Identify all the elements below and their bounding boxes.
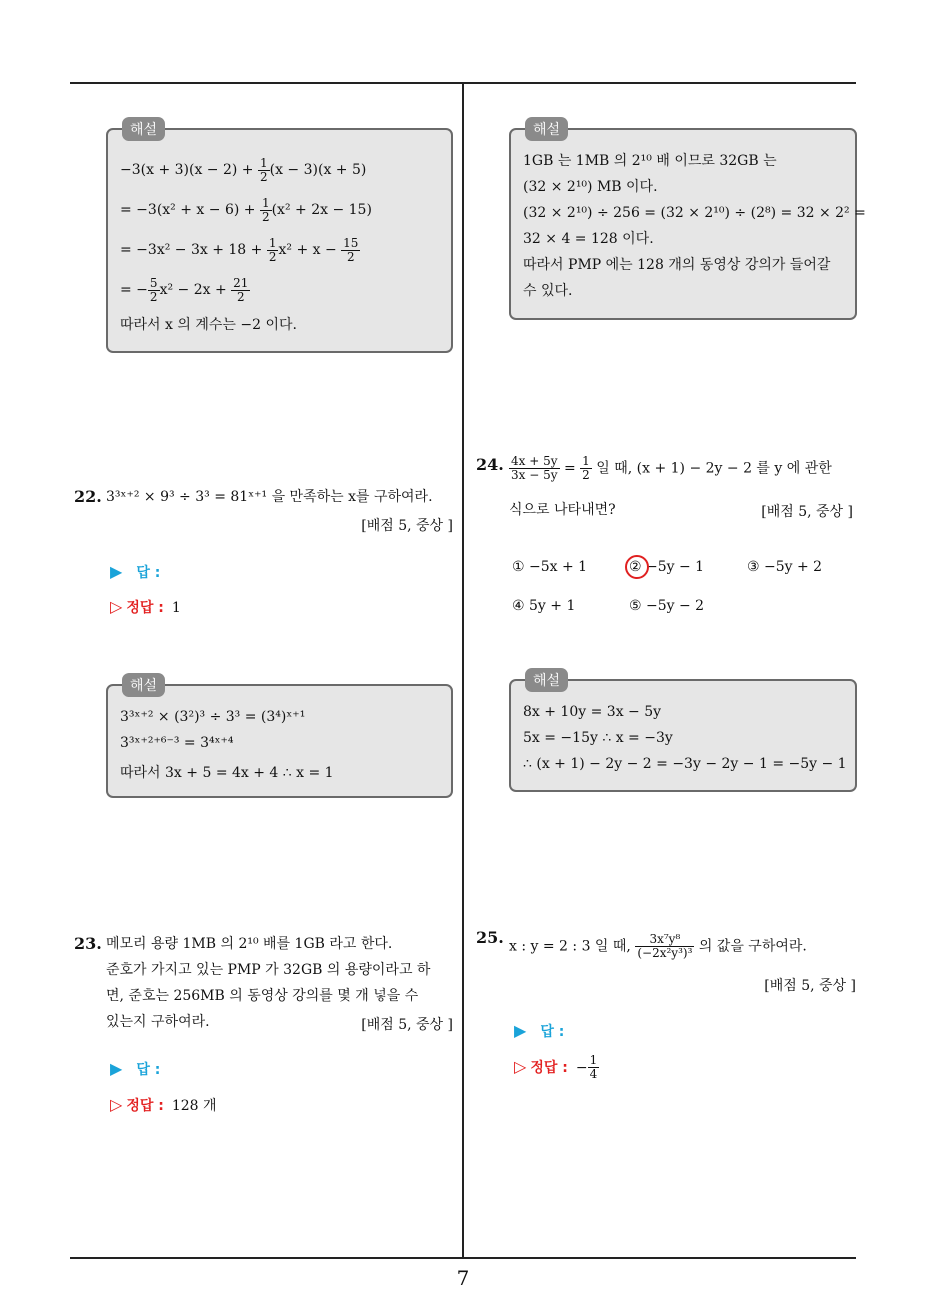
correct-arrow-icon: ▷ <box>110 1095 123 1114</box>
choice-2[interactable]: ② −5y − 1 <box>629 559 705 575</box>
solution-box-22 <box>106 678 453 798</box>
numerator: 5 <box>149 275 158 290</box>
bottom-rule <box>70 1257 856 1259</box>
correct-value <box>575 1053 599 1081</box>
fraction <box>267 237 279 264</box>
solution-box-24 <box>509 673 857 792</box>
choice-5[interactable]: ⑤ −5y − 2 <box>629 598 705 614</box>
solution-line: 따라서 x 의 계수는 −2 이다. <box>120 317 297 333</box>
question-text-23-line1: 메모리 용량 1MB 의 2¹⁰ 배를 1GB 라고 한다. <box>106 936 393 952</box>
solution-line: (32 × 2¹⁰) MB 이다. <box>523 179 658 195</box>
correct-arrow-icon: ▷ <box>514 1056 527 1076</box>
correct-answer-25 <box>514 1054 599 1081</box>
choice-1[interactable]: ① −5x + 1 <box>512 559 588 575</box>
answer-label-text: 답 : <box>136 565 161 581</box>
fraction <box>580 455 592 482</box>
math-text: x² − 2x + <box>159 282 232 298</box>
correct-arrow-icon: ▷ <box>110 597 123 616</box>
question-number-24: 24. <box>476 455 504 474</box>
question-number-25: 25. <box>476 928 504 947</box>
choice-4[interactable]: ④ 5y + 1 <box>512 598 576 614</box>
question-text-line: 의 값을 구하여라. <box>694 938 807 955</box>
question-text-25 <box>509 933 807 960</box>
answer-label-text: 답 : <box>540 1024 565 1040</box>
answer-label-text: 답 : <box>136 1062 161 1078</box>
solution-line: 32 × 4 = 128 이다. <box>523 231 654 247</box>
math-text: = −3x² − 3x + 18 + <box>120 242 267 258</box>
math-text: −3(x + 3)(x − 2) + <box>120 162 258 178</box>
correct-answer-22 <box>110 597 181 617</box>
answer-label-22 <box>110 562 160 582</box>
denominator: 2 <box>261 209 270 224</box>
answer-label-25 <box>514 1021 564 1041</box>
score-23: [배점 5, 중상 ] <box>361 1017 453 1033</box>
solution-line <box>120 150 439 190</box>
numerator: 1 <box>268 235 277 250</box>
fraction <box>341 237 360 264</box>
denominator: 4 <box>589 1067 598 1081</box>
solution-tag: 해설 <box>525 668 568 692</box>
denominator: 2 <box>582 468 590 482</box>
answer-arrow-icon: ▶ <box>110 1059 123 1078</box>
selected-circle-mark <box>625 555 649 579</box>
question-text-23-line4: 있는지 구하여라. <box>106 1014 210 1030</box>
question-text-23-line2: 준호가 가지고 있는 PMP 가 32GB 의 용량이라고 하 <box>106 962 431 978</box>
fraction <box>588 1054 600 1081</box>
answer-label-23 <box>110 1059 160 1079</box>
denominator: 2 <box>149 289 158 304</box>
math-text: (x − 3)(x + 5) <box>269 162 367 178</box>
score-22: [배점 5, 중상 ] <box>361 518 453 534</box>
solution-tag: 해설 <box>122 673 165 697</box>
numerator: 3x⁷y⁸ <box>635 933 694 947</box>
solution-line: 5x = −15y ∴ x = −3y <box>523 730 673 746</box>
question-text-23-line3: 면, 준호는 256MB 의 동영상 강의를 몇 개 넣을 수 <box>106 988 419 1004</box>
question-text-line: x : y = 2 : 3 일 때, <box>509 938 636 955</box>
numerator: 21 <box>233 275 249 290</box>
solution-tag: 해설 <box>525 117 568 141</box>
fraction <box>258 157 270 184</box>
denominator: 2 <box>236 289 245 304</box>
solution-line <box>120 190 439 230</box>
fraction <box>148 277 160 304</box>
numerator: 4x + 5y <box>511 454 558 468</box>
math-text: = −3(x² + x − 6) + <box>120 202 260 218</box>
question-text-24 <box>509 455 832 482</box>
solution-line <box>120 270 439 310</box>
solution-line <box>120 230 439 270</box>
solution-line: 1GB 는 1MB 의 2¹⁰ 배 이므로 32GB 는 <box>523 153 777 169</box>
page-number: 7 <box>456 1266 470 1290</box>
question-number-22: 22. <box>74 487 102 506</box>
correct-label: 정답 : <box>126 600 164 616</box>
minus-sign: − <box>575 1059 588 1076</box>
solution-line: ∴ (x + 1) − 2y − 2 = −3y − 2y − 1 = −5y − 1 <box>523 756 847 772</box>
solution-box-23 <box>509 122 866 320</box>
score-24: [배점 5, 중상 ] <box>761 504 853 520</box>
question-text-24-line2: 식으로 나타내면? <box>509 502 616 518</box>
fraction <box>231 277 250 304</box>
denominator: 3x − 5y <box>511 468 558 482</box>
numerator: 1 <box>259 155 268 170</box>
solution-line: 수 있다. <box>523 283 573 299</box>
denominator: (−2x²y³)³ <box>637 946 693 960</box>
score-25: [배점 5, 중상 ] <box>764 978 856 994</box>
denominator: 2 <box>346 249 355 264</box>
solution-box-21 <box>106 122 453 353</box>
solution-line: 따라서 3x + 5 = 4x + 4 ∴ x = 1 <box>120 765 334 781</box>
numerator: 1 <box>582 454 590 468</box>
solution-line: (32 × 2¹⁰) ÷ 256 = (32 × 2¹⁰) ÷ (2⁸) = 32 × 2² = <box>523 205 866 221</box>
numerator: 1 <box>261 195 270 210</box>
question-text-line: 일 때, (x + 1) − 2y − 2 를 y 에 관한 <box>591 460 832 477</box>
fraction <box>509 455 560 482</box>
denominator: 2 <box>259 169 268 184</box>
numerator: 15 <box>343 235 359 250</box>
question-text-22: 3³ˣ⁺² × 9³ ÷ 3³ = 81ˣ⁺¹ 을 만족하는 x를 구하여라. <box>106 489 433 505</box>
numerator: 1 <box>589 1053 598 1067</box>
solution-line: 8x + 10y = 3x − 5y <box>523 704 662 720</box>
answer-arrow-icon: ▶ <box>110 562 123 581</box>
correct-value: 128 개 <box>171 1098 217 1114</box>
math-text: = − <box>120 282 148 298</box>
solution-tag: 해설 <box>122 117 165 141</box>
fraction <box>260 197 272 224</box>
math-text: = <box>559 460 581 477</box>
math-text: x² + x − <box>278 242 342 258</box>
column-divider <box>462 84 464 1258</box>
correct-label: 정답 : <box>530 1059 568 1076</box>
answer-arrow-icon: ▶ <box>514 1021 527 1040</box>
correct-value: 1 <box>171 600 181 616</box>
choice-3[interactable]: ③ −5y + 2 <box>747 559 823 575</box>
fraction <box>635 933 694 960</box>
solution-line: 3³ˣ⁺²⁺⁶⁻³ = 3⁴ˣ⁺⁴ <box>120 735 234 751</box>
solution-line: 따라서 PMP 에는 128 개의 동영상 강의가 들어갈 <box>523 257 831 273</box>
solution-line: 3³ˣ⁺² × (3²)³ ÷ 3³ = (3⁴)ˣ⁺¹ <box>120 709 306 725</box>
denominator: 2 <box>268 249 277 264</box>
correct-answer-23 <box>110 1095 217 1115</box>
question-number-23: 23. <box>74 934 102 953</box>
correct-label: 정답 : <box>126 1098 164 1114</box>
math-text: (x² + 2x − 15) <box>271 202 372 218</box>
